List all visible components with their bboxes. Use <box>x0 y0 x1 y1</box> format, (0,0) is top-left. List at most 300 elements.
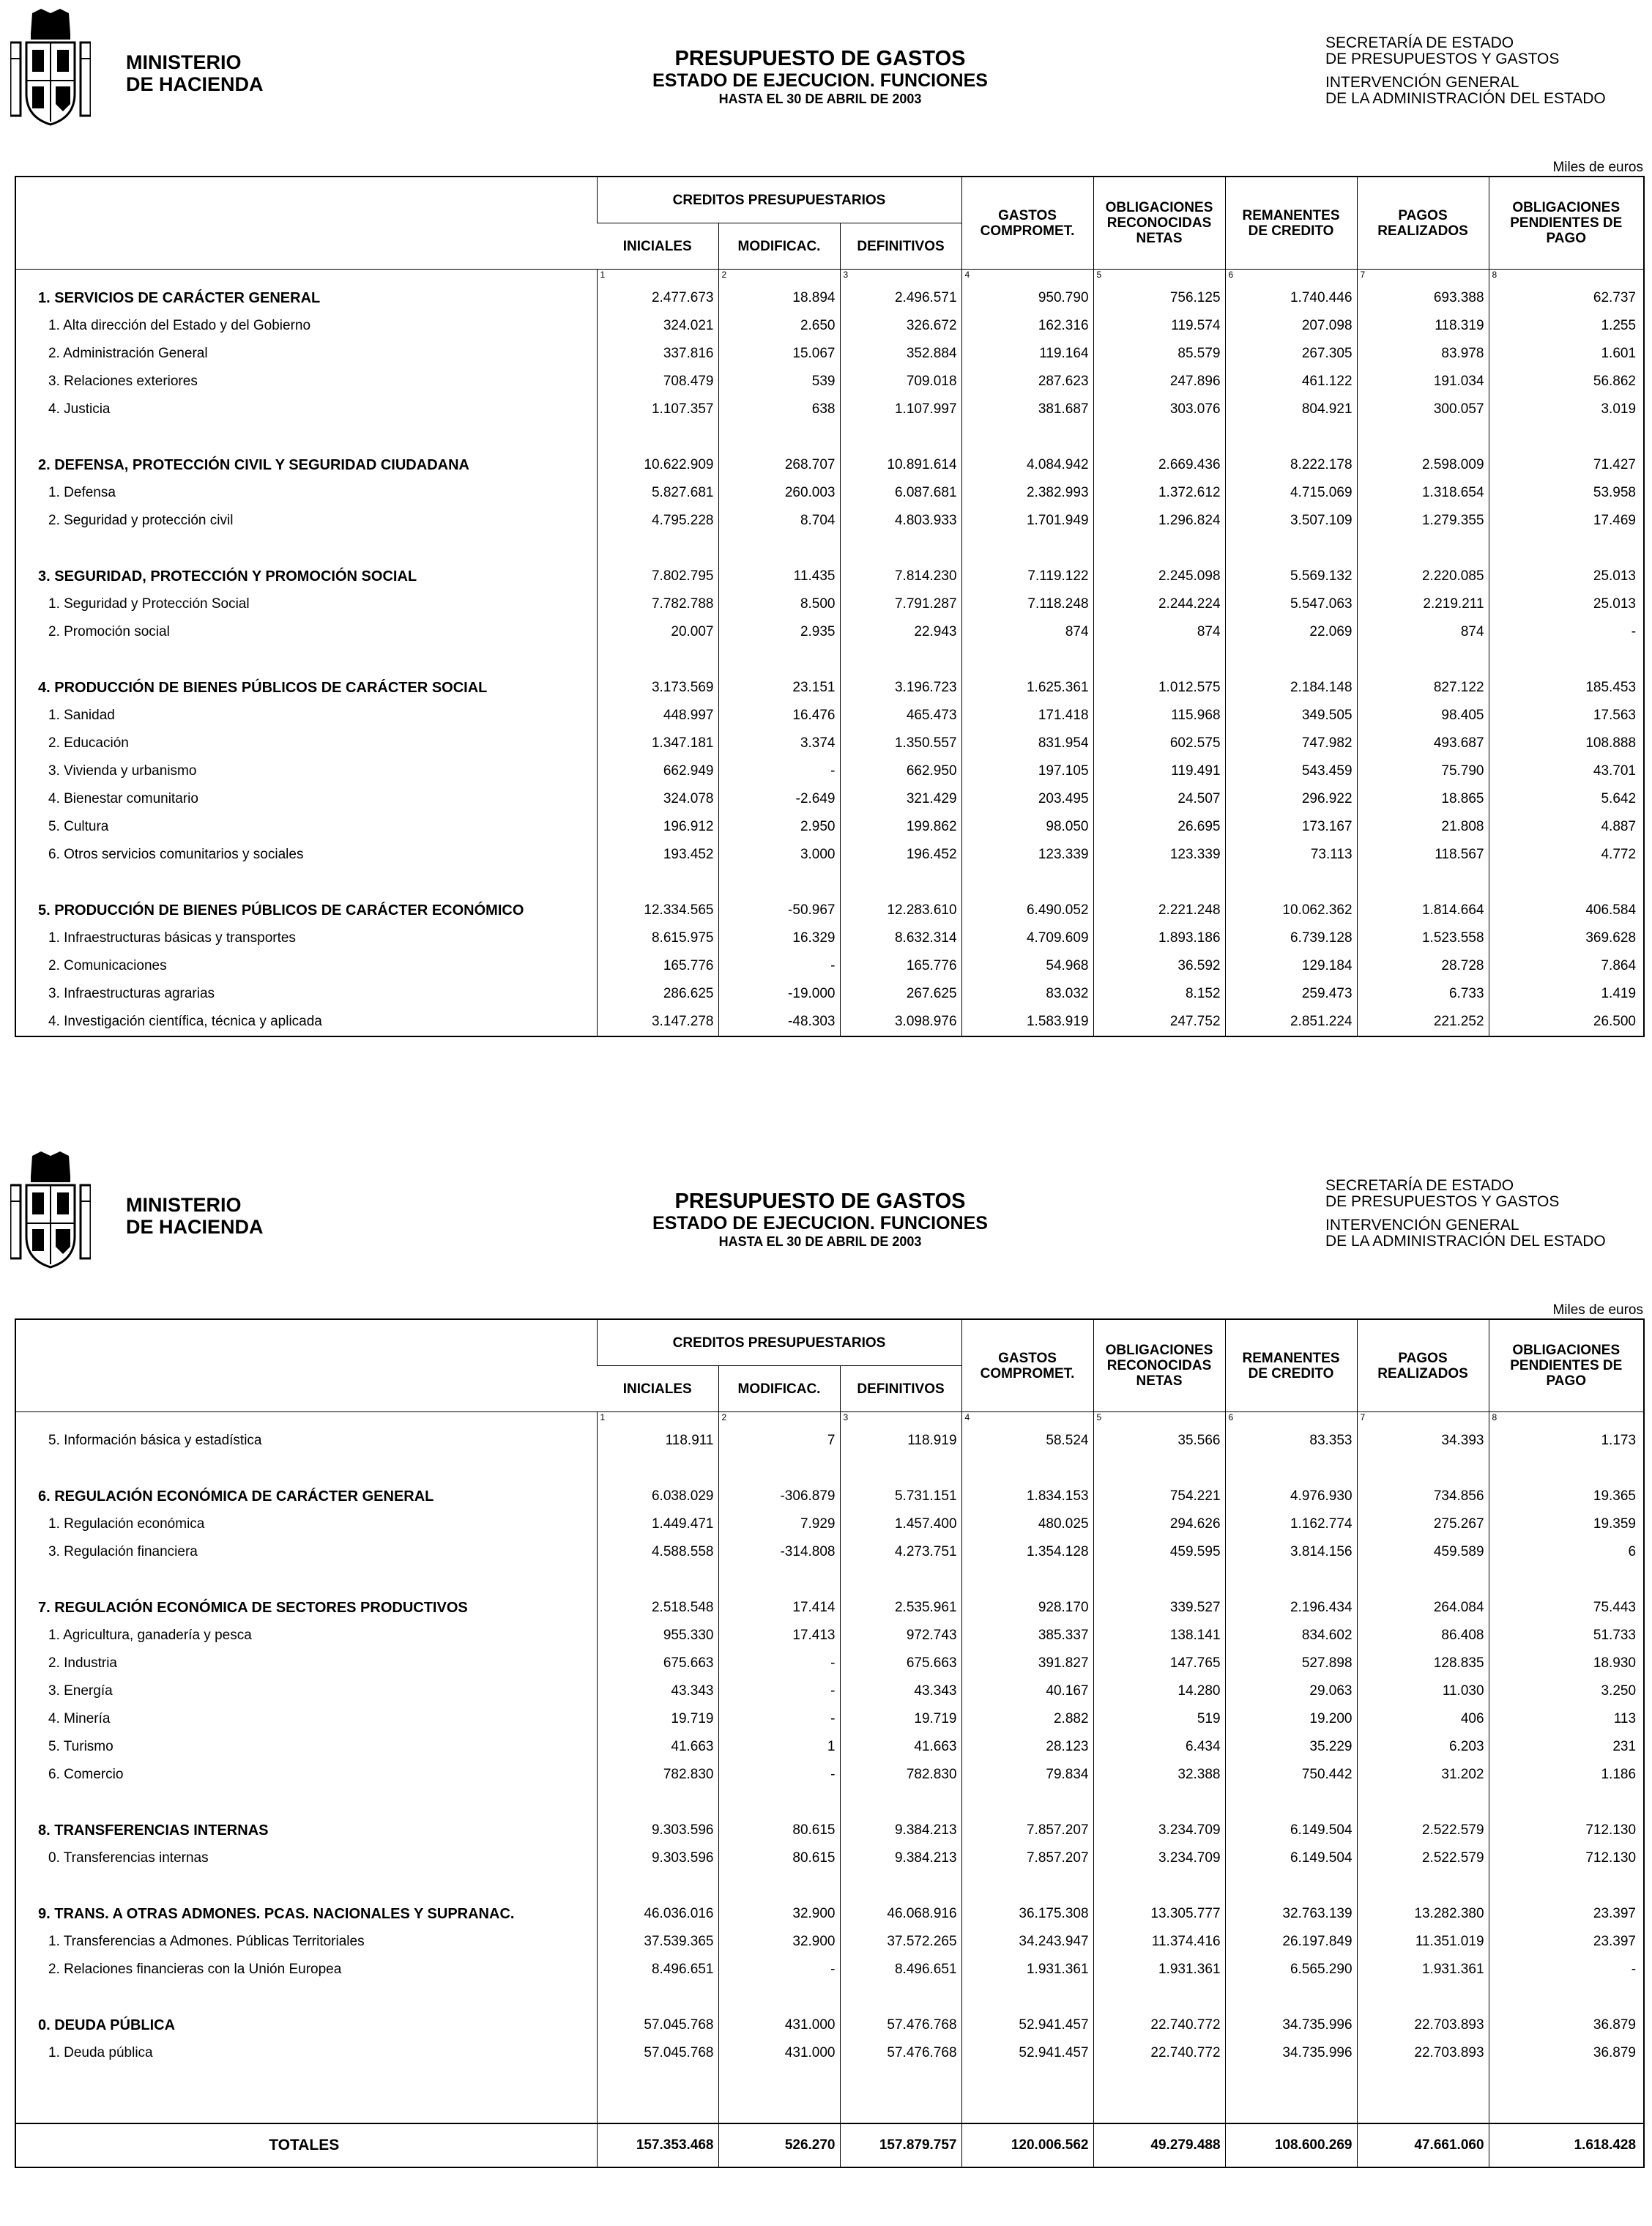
function-item-row <box>16 507 1643 535</box>
value-cell: 191.034 <box>1357 368 1489 396</box>
value-cell: 662.950 <box>840 757 961 785</box>
value-cell: 708.479 <box>597 368 718 396</box>
value-cell: 543.459 <box>1225 757 1357 785</box>
value-cell: 7.782.788 <box>597 590 718 618</box>
spacer-row <box>16 1566 1643 1594</box>
value-cell: 675.663 <box>597 1650 718 1677</box>
row-label: 2. Comunicaciones <box>48 958 167 973</box>
value-cell: 286.625 <box>597 980 718 1008</box>
value-cell: 6.038.029 <box>597 1483 718 1510</box>
report-title-block <box>557 1190 1084 1250</box>
value-cell: -314.808 <box>718 1538 840 1566</box>
value-cell: 2.196.434 <box>1225 1594 1357 1622</box>
total-value-cell: 1.618.428 <box>1489 2123 1643 2167</box>
row-label: 4. Investigación científica, técnica y aplicada <box>48 1014 322 1029</box>
value-cell: 2.496.571 <box>840 284 961 312</box>
value-cell: 2.882 <box>961 1705 1093 1733</box>
function-item-row <box>16 1427 1643 1455</box>
row-label: 5. PRODUCCIÓN DE BIENES PÚBLICOS DE CARÁCTER ECONÓMICO <box>38 902 524 919</box>
value-cell: 165.776 <box>597 952 718 980</box>
row-label: 1. Seguridad y Protección Social <box>48 596 250 612</box>
value-cell: 52.941.457 <box>961 2011 1093 2039</box>
concept-header <box>16 177 597 270</box>
value-cell: 465.473 <box>840 702 961 730</box>
value-cell: 3.147.278 <box>597 1008 718 1036</box>
report-page-2 <box>0 1143 1652 2226</box>
value-cell: 5.827.681 <box>597 479 718 507</box>
row-label: 0. DEUDA PÚBLICA <box>38 2017 176 2033</box>
ministry-name: MINISTERIO DE HACIENDA <box>126 51 264 95</box>
value-cell: 10.062.362 <box>1225 897 1357 924</box>
row-label: 5. Información básica y estadística <box>48 1433 262 1448</box>
value-cell: 7.119.122 <box>961 563 1093 590</box>
row-label: 4. PRODUCCIÓN DE BIENES PÚBLICOS DE CARÁCTER SOCIAL <box>38 680 488 696</box>
function-item-row <box>16 479 1643 507</box>
value-cell: 15.067 <box>718 340 840 368</box>
value-cell: 36.592 <box>1093 952 1225 980</box>
value-cell: 3.000 <box>718 841 840 869</box>
value-cell: 709.018 <box>840 368 961 396</box>
value-cell: 1.601 <box>1489 340 1643 368</box>
function-item-row <box>16 590 1643 618</box>
pendientes-header: OBLIGACIONES PENDIENTES DE PAGO <box>1489 1320 1643 1412</box>
function-item-row <box>16 340 1643 368</box>
value-cell: 275.267 <box>1357 1510 1489 1538</box>
value-cell: 25.013 <box>1489 590 1643 618</box>
value-cell: 98.050 <box>961 813 1093 841</box>
value-cell: 1.449.471 <box>597 1510 718 1538</box>
value-cell: 324.078 <box>597 785 718 813</box>
row-label: 2. Relaciones financieras con la Unión Europea <box>48 1962 342 1977</box>
unit-label: Miles de euros <box>1552 160 1643 175</box>
value-cell: 267.305 <box>1225 340 1357 368</box>
obligaciones-header: OBLIGACIONES RECONOCIDAS NETAS <box>1093 1320 1225 1412</box>
row-label: 3. Vivienda y urbanismo <box>48 763 197 779</box>
value-cell: 7.814.230 <box>840 563 961 590</box>
row-label: 1. Transferencias a Admones. Públicas Territoriales <box>48 1934 365 1949</box>
value-cell: 9.303.596 <box>597 1844 718 1872</box>
value-cell: 10.622.909 <box>597 451 718 479</box>
value-cell: 119.164 <box>961 340 1093 368</box>
value-cell: 4.588.558 <box>597 1538 718 1566</box>
value-cell: 37.539.365 <box>597 1928 718 1956</box>
value-cell: 9.384.213 <box>840 1844 961 1872</box>
coat-of-arms-icon <box>10 1150 91 1272</box>
value-cell: 23.397 <box>1489 1900 1643 1928</box>
value-cell: 32.900 <box>718 1900 840 1928</box>
row-label: 3. Energía <box>48 1683 113 1699</box>
value-cell: 24.507 <box>1093 785 1225 813</box>
row-label: 2. Administración General <box>48 346 208 361</box>
value-cell: -2.649 <box>718 785 840 813</box>
value-cell: 6.149.504 <box>1225 1844 1357 1872</box>
function-item-row <box>16 1844 1643 1872</box>
value-cell: 1.350.557 <box>840 730 961 757</box>
value-cell: - <box>718 1956 840 1984</box>
value-cell: 2.518.548 <box>597 1594 718 1622</box>
value-cell: 118.567 <box>1357 841 1489 869</box>
value-cell: 14.280 <box>1093 1677 1225 1705</box>
value-cell: 5.569.132 <box>1225 563 1357 590</box>
row-label: 2. Industria <box>48 1655 117 1671</box>
function-item-row <box>16 980 1643 1008</box>
value-cell: 1.814.664 <box>1357 897 1489 924</box>
value-cell: 2.244.224 <box>1093 590 1225 618</box>
value-cell: 26.197.849 <box>1225 1928 1357 1956</box>
value-cell: 1.107.997 <box>840 396 961 423</box>
total-value-cell: 47.661.060 <box>1357 2123 1489 2167</box>
value-cell: 7.857.207 <box>961 1844 1093 1872</box>
value-cell: 287.623 <box>961 368 1093 396</box>
function-group-row <box>16 1817 1643 1844</box>
value-cell: 4.803.933 <box>840 507 961 535</box>
spacer-row <box>16 1984 1643 2011</box>
value-cell: 129.184 <box>1225 952 1357 980</box>
value-cell: 7.802.795 <box>597 563 718 590</box>
value-cell: 321.429 <box>840 785 961 813</box>
value-cell: 57.476.768 <box>840 2039 961 2067</box>
value-cell: 207.098 <box>1225 312 1357 340</box>
function-item-row <box>16 1761 1643 1789</box>
totals-row <box>16 2123 1643 2167</box>
value-cell: 51.733 <box>1489 1622 1643 1650</box>
total-value-cell: 49.279.488 <box>1093 2123 1225 2167</box>
value-cell: 193.452 <box>597 841 718 869</box>
value-cell: 123.339 <box>1093 841 1225 869</box>
value-cell: 6.149.504 <box>1225 1817 1357 1844</box>
value-cell: 2.935 <box>718 618 840 646</box>
value-cell: 26.695 <box>1093 813 1225 841</box>
value-cell: 19.719 <box>597 1705 718 1733</box>
value-cell: 6.490.052 <box>961 897 1093 924</box>
value-cell: 83.032 <box>961 980 1093 1008</box>
row-label: 4. Minería <box>48 1711 111 1726</box>
value-cell: 406.584 <box>1489 897 1643 924</box>
value-cell: 602.575 <box>1093 730 1225 757</box>
spacer-row <box>16 1872 1643 1900</box>
value-cell: 3.019 <box>1489 396 1643 423</box>
value-cell: 2.219.211 <box>1357 590 1489 618</box>
value-cell: 4.795.228 <box>597 507 718 535</box>
value-cell: 747.982 <box>1225 730 1357 757</box>
value-cell: 123.339 <box>961 841 1093 869</box>
value-cell: 493.687 <box>1357 730 1489 757</box>
value-cell: 2.650 <box>718 312 840 340</box>
value-cell: 171.418 <box>961 702 1093 730</box>
value-cell: 1.583.919 <box>961 1008 1093 1036</box>
value-cell: 782.830 <box>597 1761 718 1789</box>
report-date: HASTA EL 30 DE ABRIL DE 2003 <box>718 1234 922 1249</box>
creditos-header: CREDITOS PRESUPUESTARIOS <box>597 177 961 223</box>
value-cell: 2.220.085 <box>1357 563 1489 590</box>
function-item-row <box>16 924 1643 952</box>
value-cell: 18.930 <box>1489 1650 1643 1677</box>
value-cell: 712.130 <box>1489 1844 1643 1872</box>
function-group-row <box>16 1594 1643 1622</box>
value-cell: 22.740.772 <box>1093 2011 1225 2039</box>
row-label: 3. Infraestructuras agrarias <box>48 986 215 1001</box>
value-cell: 385.337 <box>961 1622 1093 1650</box>
row-label: 3. Regulación financiera <box>48 1544 198 1559</box>
function-item-row <box>16 1510 1643 1538</box>
value-cell: 79.834 <box>961 1761 1093 1789</box>
value-cell: 26.500 <box>1489 1008 1643 1036</box>
function-item-row <box>16 1733 1643 1761</box>
value-cell: 53.958 <box>1489 479 1643 507</box>
value-cell: 834.602 <box>1225 1622 1357 1650</box>
value-cell: 21.808 <box>1357 813 1489 841</box>
value-cell: 108.888 <box>1489 730 1643 757</box>
value-cell: 247.752 <box>1093 1008 1225 1036</box>
value-cell: 827.122 <box>1357 674 1489 702</box>
value-cell: 448.997 <box>597 702 718 730</box>
function-item-row <box>16 1538 1643 1566</box>
value-cell: 3.234.709 <box>1093 1817 1225 1844</box>
value-cell: 7.929 <box>718 1510 840 1538</box>
value-cell: 6.203 <box>1357 1733 1489 1761</box>
value-cell: 75.443 <box>1489 1594 1643 1622</box>
value-cell: 6.087.681 <box>840 479 961 507</box>
value-cell: 1.279.355 <box>1357 507 1489 535</box>
value-cell: 6.565.290 <box>1225 1956 1357 1984</box>
function-group-row <box>16 1900 1643 1928</box>
value-cell: 22.069 <box>1225 618 1357 646</box>
function-group-row <box>16 563 1643 590</box>
value-cell: 7 <box>718 1427 840 1455</box>
value-cell: 199.862 <box>840 813 961 841</box>
function-item-row <box>16 618 1643 646</box>
value-cell: 247.896 <box>1093 368 1225 396</box>
value-cell: 1.625.361 <box>961 674 1093 702</box>
value-cell: - <box>718 1761 840 1789</box>
value-cell: 2.950 <box>718 813 840 841</box>
creditos-header: CREDITOS PRESUPUESTARIOS <box>597 1320 961 1366</box>
report-header <box>0 0 1652 175</box>
value-cell: 6.733 <box>1357 980 1489 1008</box>
budget-table <box>15 1318 1645 2168</box>
value-cell: 18.865 <box>1357 785 1489 813</box>
value-cell: 5.731.151 <box>840 1483 961 1510</box>
value-cell: 7.857.207 <box>961 1817 1093 1844</box>
value-cell: 339.527 <box>1093 1594 1225 1622</box>
value-cell: 1.931.361 <box>1357 1956 1489 1984</box>
value-cell: 406 <box>1357 1705 1489 1733</box>
value-cell: 36.879 <box>1489 2039 1643 2067</box>
function-item-row <box>16 841 1643 869</box>
row-label: 3. Relaciones exteriores <box>48 374 198 389</box>
value-cell: 1.893.186 <box>1093 924 1225 952</box>
spacer-row <box>16 869 1643 897</box>
value-cell: 43.343 <box>597 1677 718 1705</box>
value-cell: 73.113 <box>1225 841 1357 869</box>
value-cell: 4.976.930 <box>1225 1483 1357 1510</box>
total-value-cell: 157.879.757 <box>840 2123 961 2167</box>
value-cell: 37.572.265 <box>840 1928 961 1956</box>
value-cell: 638 <box>718 396 840 423</box>
value-cell: 46.068.916 <box>840 1900 961 1928</box>
row-label: 6. Comercio <box>48 1767 124 1782</box>
value-cell: 34.243.947 <box>961 1928 1093 1956</box>
value-cell: 1.173 <box>1489 1427 1643 1455</box>
row-label: 3. SEGURIDAD, PROTECCIÓN Y PROMOCIÓN SOCIAL <box>38 568 417 585</box>
value-cell: 80.615 <box>718 1817 840 1844</box>
value-cell: 3.507.109 <box>1225 507 1357 535</box>
row-label: 2. Promoción social <box>48 624 170 639</box>
value-cell: - <box>1489 618 1643 646</box>
value-cell: 25.013 <box>1489 563 1643 590</box>
value-cell: - <box>1489 1956 1643 1984</box>
value-cell: 8.496.651 <box>840 1956 961 1984</box>
value-cell: 17.414 <box>718 1594 840 1622</box>
value-cell: 754.221 <box>1093 1483 1225 1510</box>
definitivos-header: DEFINITIVOS <box>840 1366 961 1412</box>
value-cell: 260.003 <box>718 479 840 507</box>
function-item-row <box>16 312 1643 340</box>
report-subtitle: ESTADO DE EJECUCION. FUNCIONES <box>652 70 988 91</box>
value-cell: 16.329 <box>718 924 840 952</box>
spacer-row <box>16 423 1643 451</box>
issuing-office: SECRETARÍA DE ESTADO DE PRESUPUESTOS Y GASTOS INTERVENCIÓN GENERAL DE LA ADMINISTRACIÓN DEL ESTADO <box>1325 1177 1606 1250</box>
report-title-block <box>557 47 1084 107</box>
value-cell: 23.151 <box>718 674 840 702</box>
value-cell: 1.931.361 <box>1093 1956 1225 1984</box>
report-date: HASTA EL 30 DE ABRIL DE 2003 <box>718 92 922 106</box>
value-cell: 2.382.993 <box>961 479 1093 507</box>
value-cell: 2.245.098 <box>1093 563 1225 590</box>
value-cell: 165.776 <box>840 952 961 980</box>
row-label: 5. Turismo <box>48 1739 114 1754</box>
report-title: PRESUPUESTO DE GASTOS <box>674 1190 966 1213</box>
value-cell: 185.453 <box>1489 674 1643 702</box>
value-cell: 5.642 <box>1489 785 1643 813</box>
value-cell: 57.045.768 <box>597 2011 718 2039</box>
function-item-row <box>16 757 1643 785</box>
value-cell: 35.566 <box>1093 1427 1225 1455</box>
value-cell: -19.000 <box>718 980 840 1008</box>
value-cell: 1.186 <box>1489 1761 1643 1789</box>
value-cell: 1.255 <box>1489 312 1643 340</box>
value-cell: 950.790 <box>961 284 1093 312</box>
value-cell: 693.388 <box>1357 284 1489 312</box>
value-cell: 54.968 <box>961 952 1093 980</box>
function-item-row <box>16 2039 1643 2067</box>
value-cell: - <box>718 952 840 980</box>
gastos-header: GASTOS COMPROMET. <box>961 1320 1093 1412</box>
value-cell: 8.632.314 <box>840 924 961 952</box>
value-cell: 13.282.380 <box>1357 1900 1489 1928</box>
value-cell: 40.167 <box>961 1677 1093 1705</box>
total-value-cell: 157.353.468 <box>597 2123 718 2167</box>
issuing-office: SECRETARÍA DE ESTADO DE PRESUPUESTOS Y GASTOS INTERVENCIÓN GENERAL DE LA ADMINISTRACIÓN DEL ESTADO <box>1325 34 1606 107</box>
value-cell: 6.434 <box>1093 1733 1225 1761</box>
value-cell: 300.057 <box>1357 396 1489 423</box>
value-cell: 955.330 <box>597 1622 718 1650</box>
value-cell: 7.864 <box>1489 952 1643 980</box>
row-label: 4. Bienestar comunitario <box>48 791 198 806</box>
value-cell: 221.252 <box>1357 1008 1489 1036</box>
value-cell: 337.816 <box>597 340 718 368</box>
modificac-header: MODIFICAC. <box>718 223 840 270</box>
row-label: 1. Defensa <box>48 485 116 500</box>
function-item-row <box>16 813 1643 841</box>
value-cell: 734.856 <box>1357 1483 1489 1510</box>
value-cell: 259.473 <box>1225 980 1357 1008</box>
definitivos-header: DEFINITIVOS <box>840 223 961 270</box>
value-cell: 8.704 <box>718 507 840 535</box>
value-cell: 1.523.558 <box>1357 924 1489 952</box>
value-cell: 138.141 <box>1093 1622 1225 1650</box>
value-cell: 19.719 <box>840 1705 961 1733</box>
value-cell: 3.173.569 <box>597 674 718 702</box>
value-cell: 11.435 <box>718 563 840 590</box>
value-cell: 113 <box>1489 1705 1643 1733</box>
function-item-row <box>16 702 1643 730</box>
spacer-row <box>16 2095 1643 2123</box>
value-cell: 7.118.248 <box>961 590 1093 618</box>
spacer-row <box>16 1789 1643 1817</box>
value-cell: -48.303 <box>718 1008 840 1036</box>
value-cell: 62.737 <box>1489 284 1643 312</box>
value-cell: 3.814.156 <box>1225 1538 1357 1566</box>
function-item-row <box>16 730 1643 757</box>
value-cell: 712.130 <box>1489 1817 1643 1844</box>
pagos-header: PAGOS REALIZADOS <box>1357 177 1489 270</box>
row-label: 1. Infraestructuras básicas y transportes <box>48 930 296 946</box>
function-item-row <box>16 1956 1643 1984</box>
unit-label: Miles de euros <box>1552 1302 1643 1318</box>
value-cell: 8.615.975 <box>597 924 718 952</box>
value-cell: 11.030 <box>1357 1677 1489 1705</box>
value-cell: 294.626 <box>1093 1510 1225 1538</box>
value-cell: 19.200 <box>1225 1705 1357 1733</box>
row-label: 1. Regulación económica <box>48 1516 205 1532</box>
value-cell: 264.084 <box>1357 1594 1489 1622</box>
ministry-name: MINISTERIO DE HACIENDA <box>126 1194 264 1238</box>
value-cell: 352.884 <box>840 340 961 368</box>
value-cell: 1.419 <box>1489 980 1643 1008</box>
value-cell: 71.427 <box>1489 451 1643 479</box>
value-cell: 57.476.768 <box>840 2011 961 2039</box>
function-item-row <box>16 1622 1643 1650</box>
value-cell: 162.316 <box>961 312 1093 340</box>
value-cell: 86.408 <box>1357 1622 1489 1650</box>
row-label: 9. TRANS. A OTRAS ADMONES. PCAS. NACIONALES Y SUPRANAC. <box>38 1906 515 1922</box>
value-cell: 118.911 <box>597 1427 718 1455</box>
value-cell: 1.354.128 <box>961 1538 1093 1566</box>
value-cell: 22.703.893 <box>1357 2039 1489 2067</box>
value-cell: - <box>718 1705 840 1733</box>
budget-table <box>15 176 1645 1037</box>
value-cell: 9.384.213 <box>840 1817 961 1844</box>
function-group-row <box>16 674 1643 702</box>
value-cell: 231 <box>1489 1733 1643 1761</box>
iniciales-header: INICIALES <box>597 223 718 270</box>
value-cell: 118.919 <box>840 1427 961 1455</box>
iniciales-header: INICIALES <box>597 1366 718 1412</box>
value-cell: 1.162.774 <box>1225 1510 1357 1538</box>
value-cell: 6.739.128 <box>1225 924 1357 952</box>
total-value-cell: 120.006.562 <box>961 2123 1093 2167</box>
function-item-row <box>16 1928 1643 1956</box>
value-cell: 675.663 <box>840 1650 961 1677</box>
pendientes-header: OBLIGACIONES PENDIENTES DE PAGO <box>1489 177 1643 270</box>
value-cell: 1.931.361 <box>961 1956 1093 1984</box>
value-cell: 296.922 <box>1225 785 1357 813</box>
value-cell: 118.319 <box>1357 312 1489 340</box>
value-cell: 11.374.416 <box>1093 1928 1225 1956</box>
value-cell: 539 <box>718 368 840 396</box>
value-cell: 5.547.063 <box>1225 590 1357 618</box>
